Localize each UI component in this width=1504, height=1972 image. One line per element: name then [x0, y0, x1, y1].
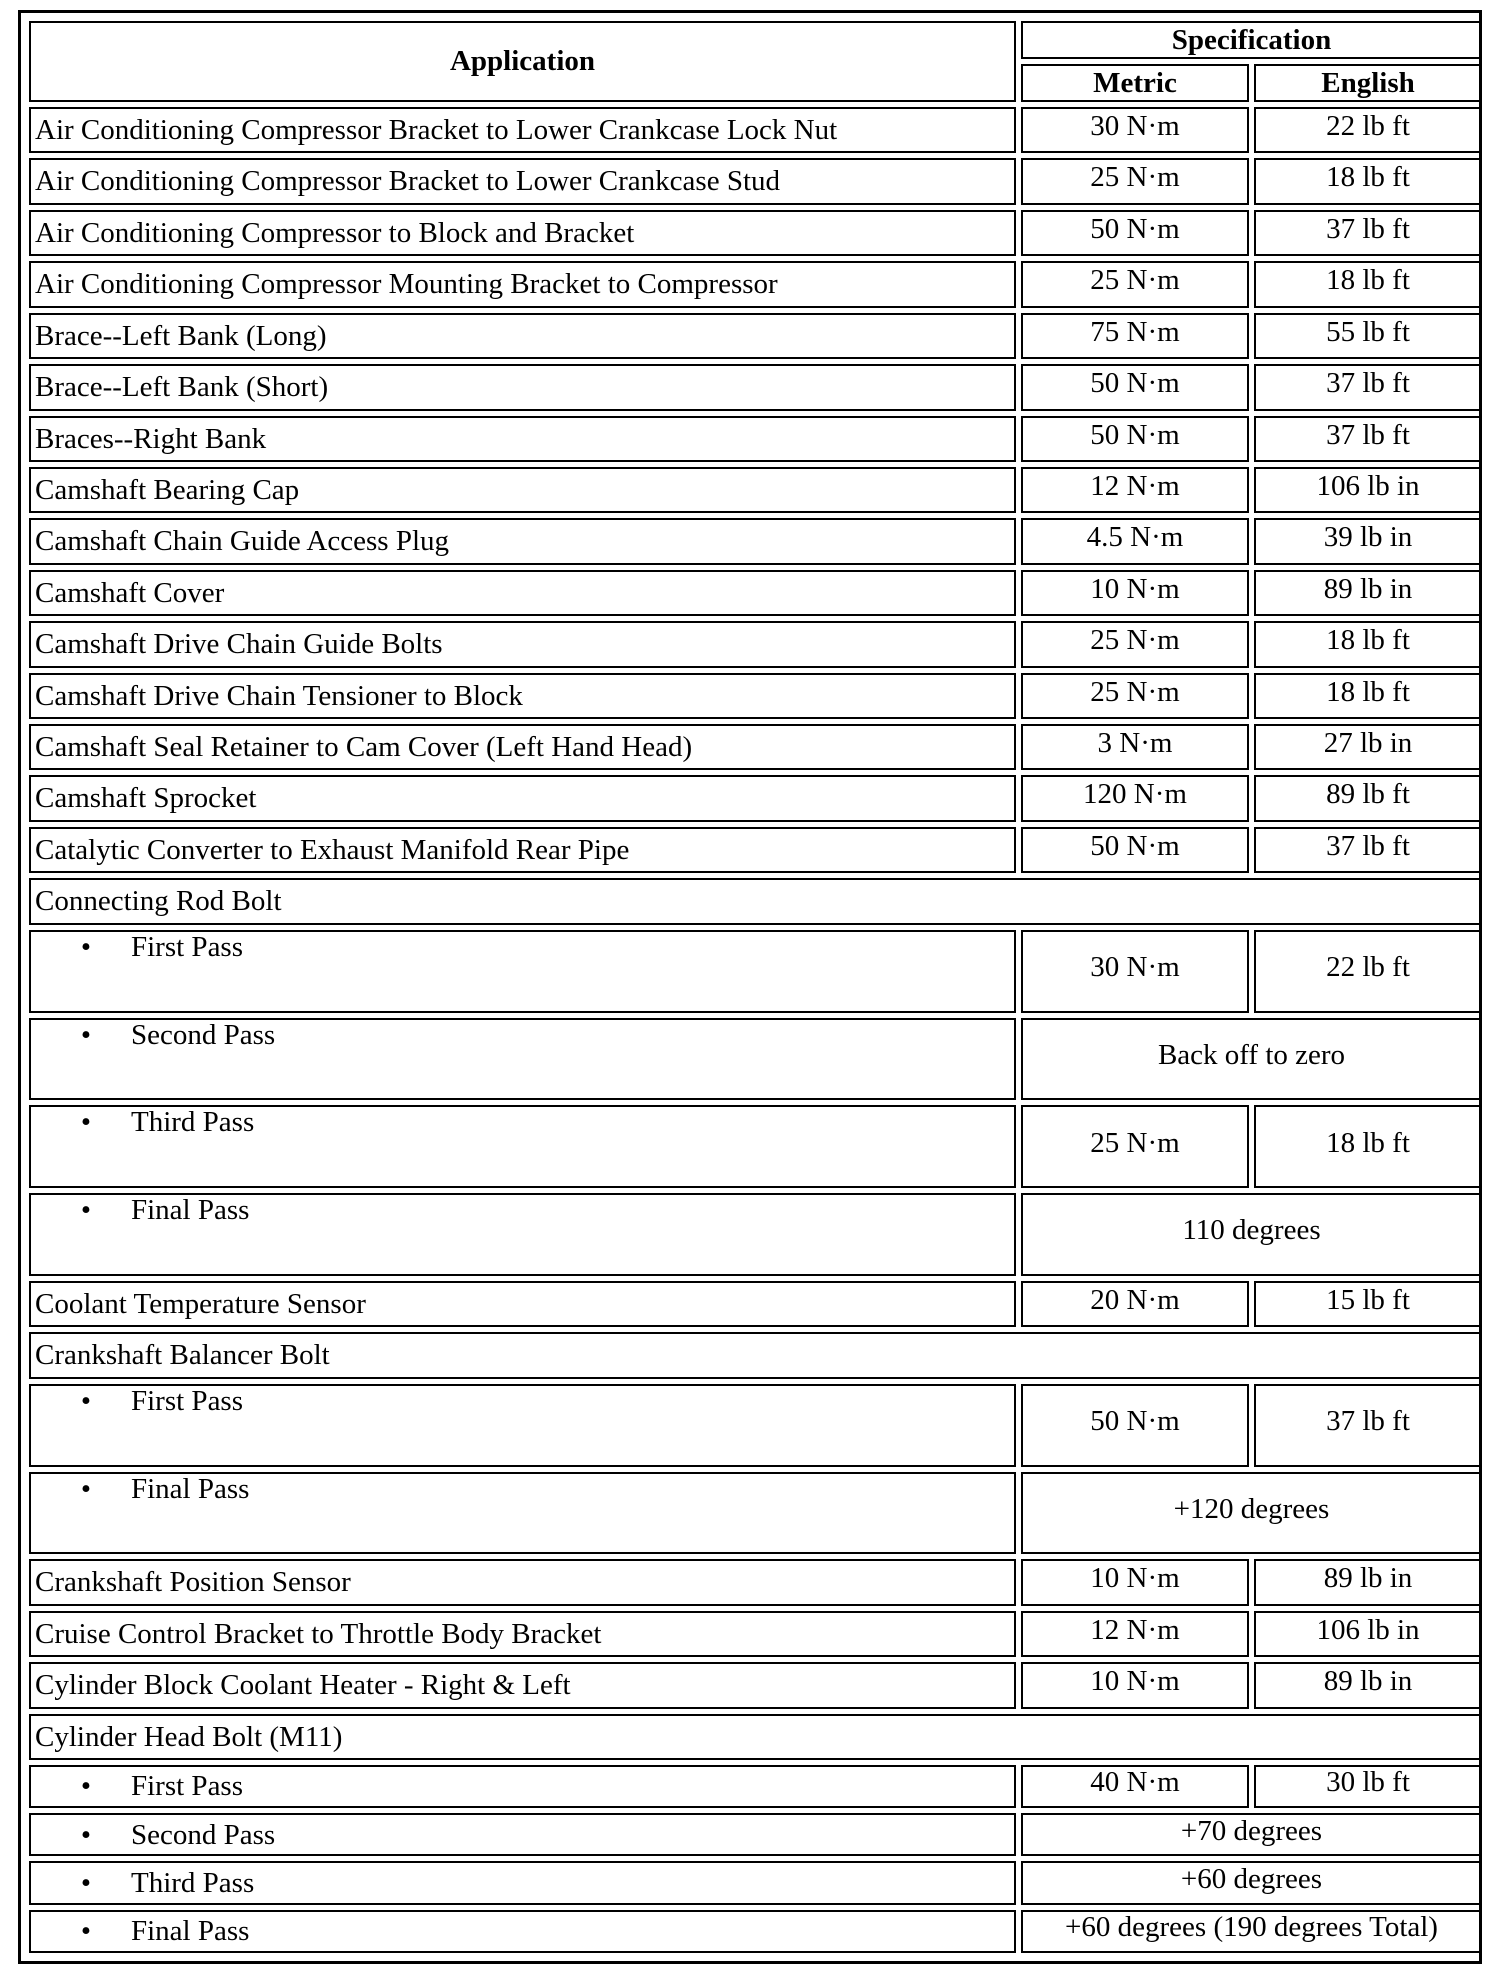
application-cell: Air Conditioning Compressor Bracket to Lower Crankcase Stud: [29, 158, 1016, 204]
english-cell-text: 106 lb in: [1316, 469, 1420, 502]
table-row: [29, 1018, 1482, 1101]
metric-cell-text: 25 N·m: [1090, 1126, 1180, 1159]
table-row: [29, 313, 1482, 359]
table-row: [29, 416, 1482, 462]
table-row: [29, 1105, 1482, 1188]
application-cell: Camshaft Chain Guide Access Plug: [29, 518, 1016, 564]
application-cell: Cylinder Block Coolant Heater - Right & Left: [29, 1662, 1016, 1708]
metric-cell-text: 20 N·m: [1090, 1283, 1180, 1316]
metric-cell: [1021, 313, 1249, 359]
table-row: [29, 570, 1482, 616]
metric-cell: [1021, 210, 1249, 256]
english-cell-text: 22 lb ft: [1326, 109, 1410, 142]
application-cell: Catalytic Converter to Exhaust Manifold Rear Pipe: [29, 827, 1016, 873]
spec-span-cell: [1021, 1910, 1482, 1953]
table-row: [29, 1714, 1482, 1760]
group-heading-cell: Cylinder Head Bolt (M11): [29, 1714, 1482, 1760]
english-cell: [1254, 1765, 1482, 1808]
application-cell: Coolant Temperature Sensor: [29, 1281, 1016, 1327]
english-cell: [1254, 313, 1482, 359]
table-row: [29, 1611, 1482, 1657]
english-cell-text: 89 lb ft: [1326, 778, 1410, 811]
group-heading-cell: Crankshaft Balancer Bolt: [29, 1332, 1482, 1378]
header-application: Application: [29, 21, 1016, 102]
bullet-icon: •: [80, 1770, 92, 1803]
table-row: [29, 621, 1482, 667]
table-row: [29, 930, 1482, 1013]
english-cell: [1254, 570, 1482, 616]
step-label: Second Pass: [131, 1018, 276, 1051]
metric-cell: [1021, 570, 1249, 616]
english-cell: [1254, 261, 1482, 307]
english-cell-text: 27 lb in: [1323, 727, 1413, 760]
metric-cell: [1021, 364, 1249, 410]
bullet-icon: •: [80, 1472, 92, 1505]
bullet-icon: •: [80, 1018, 92, 1051]
table-row: [29, 775, 1482, 821]
metric-cell-text: 4.5 N·m: [1086, 521, 1184, 554]
application-cell: Camshaft Cover: [29, 570, 1016, 616]
step-application-cell: [29, 930, 1016, 1013]
english-cell-text: 18 lb ft: [1326, 264, 1410, 297]
metric-cell: [1021, 1281, 1249, 1327]
step-label: Second Pass: [131, 1818, 276, 1851]
metric-cell: [1021, 1611, 1249, 1657]
english-cell: [1254, 1559, 1482, 1605]
spec-span-cell: [1021, 1472, 1482, 1555]
english-cell: [1254, 1281, 1482, 1327]
step-application-cell: [29, 1193, 1016, 1276]
bullet-icon: •: [80, 1384, 92, 1417]
table-row: [29, 878, 1482, 924]
metric-cell-text: 10 N·m: [1090, 1562, 1180, 1595]
metric-cell: [1021, 1765, 1249, 1808]
english-cell-text: 89 lb in: [1323, 1665, 1413, 1698]
metric-cell: [1021, 518, 1249, 564]
metric-cell-text: 3 N·m: [1097, 727, 1173, 760]
english-cell: [1254, 518, 1482, 564]
table-row: [29, 1332, 1482, 1378]
torque-spec-table-frame: [18, 10, 1482, 1964]
torque-spec-table: [24, 16, 1487, 1958]
application-cell: Camshaft Drive Chain Tensioner to Block: [29, 673, 1016, 719]
english-cell: [1254, 1611, 1482, 1657]
table-row: [29, 1384, 1482, 1467]
step-label: Third Pass: [131, 1866, 255, 1899]
metric-cell: [1021, 416, 1249, 462]
english-cell-text: 18 lb ft: [1326, 675, 1410, 708]
english-cell: [1254, 775, 1482, 821]
english-cell-text: 18 lb ft: [1326, 624, 1410, 657]
metric-cell-text: 25 N·m: [1090, 675, 1180, 708]
metric-cell: [1021, 1105, 1249, 1188]
application-cell: Camshaft Sprocket: [29, 775, 1016, 821]
english-cell: [1254, 930, 1482, 1013]
metric-cell: [1021, 261, 1249, 307]
metric-cell: [1021, 1559, 1249, 1605]
spec-span-cell-text: +60 degrees: [1180, 1862, 1323, 1895]
step-label: Third Pass: [131, 1106, 255, 1139]
table-row: [29, 1472, 1482, 1555]
metric-cell-text: 25 N·m: [1090, 624, 1180, 657]
step-label: Final Pass: [131, 1472, 250, 1505]
spec-span-cell: [1021, 1018, 1482, 1101]
english-cell: [1254, 827, 1482, 873]
metric-cell: [1021, 775, 1249, 821]
step-application-cell: [29, 1910, 1016, 1953]
step-application-cell: [29, 1384, 1016, 1467]
english-cell-text: 22 lb ft: [1326, 950, 1410, 983]
metric-cell-text: 30 N·m: [1090, 950, 1180, 983]
application-cell: Air Conditioning Compressor to Block and Bracket: [29, 210, 1016, 256]
table-row: [29, 1910, 1482, 1953]
english-cell-text: 37 lb ft: [1326, 829, 1410, 862]
table-row: [29, 827, 1482, 873]
metric-cell: [1021, 1662, 1249, 1708]
bullet-icon: •: [80, 1194, 92, 1227]
english-cell: [1254, 1662, 1482, 1708]
english-cell: [1254, 673, 1482, 719]
table-row: [29, 1662, 1482, 1708]
header-specification: Specification: [1021, 21, 1482, 59]
metric-cell-text: 25 N·m: [1090, 161, 1180, 194]
metric-cell: [1021, 673, 1249, 719]
english-cell: [1254, 210, 1482, 256]
metric-cell: [1021, 930, 1249, 1013]
metric-cell-text: 120 N·m: [1083, 778, 1187, 811]
bullet-icon: •: [80, 930, 92, 963]
step-label: First Pass: [131, 930, 244, 963]
table-row: [29, 1559, 1482, 1605]
english-cell-text: 39 lb in: [1323, 521, 1413, 554]
spec-span-cell-text: +60 degrees (190 degrees Total): [1065, 1911, 1438, 1944]
english-cell-text: 106 lb in: [1316, 1613, 1420, 1646]
table-row: [29, 673, 1482, 719]
step-label: First Pass: [131, 1770, 244, 1803]
step-application-cell: [29, 1018, 1016, 1101]
application-cell: Air Conditioning Compressor Bracket to Lower Crankcase Lock Nut: [29, 107, 1016, 153]
step-application-cell: [29, 1813, 1016, 1856]
table-row: [29, 107, 1482, 153]
step-label: Final Pass: [131, 1915, 250, 1948]
bullet-icon: •: [80, 1866, 92, 1899]
english-cell: [1254, 724, 1482, 770]
metric-cell-text: 10 N·m: [1090, 572, 1180, 605]
table-row: [29, 724, 1482, 770]
english-cell: [1254, 467, 1482, 513]
table-row: [29, 1861, 1482, 1904]
english-cell-text: 37 lb ft: [1326, 1404, 1410, 1437]
table-row: [29, 158, 1482, 204]
spec-span-cell-text: +70 degrees: [1180, 1814, 1323, 1847]
bullet-icon: •: [80, 1818, 92, 1851]
spec-span-cell: [1021, 1813, 1482, 1856]
english-cell: [1254, 1384, 1482, 1467]
table-row: [29, 467, 1482, 513]
group-heading-cell: Connecting Rod Bolt: [29, 878, 1482, 924]
metric-cell-text: 12 N·m: [1090, 469, 1180, 502]
english-cell: [1254, 158, 1482, 204]
step-label: Final Pass: [131, 1194, 250, 1227]
metric-cell: [1021, 724, 1249, 770]
metric-cell-text: 50 N·m: [1090, 1404, 1180, 1437]
application-cell: Air Conditioning Compressor Mounting Bracket to Compressor: [29, 261, 1016, 307]
application-cell: Camshaft Seal Retainer to Cam Cover (Left Hand Head): [29, 724, 1016, 770]
application-cell: Cruise Control Bracket to Throttle Body Bracket: [29, 1611, 1016, 1657]
english-cell: [1254, 416, 1482, 462]
metric-cell-text: 40 N·m: [1090, 1766, 1180, 1799]
english-cell: [1254, 621, 1482, 667]
english-cell-text: 30 lb ft: [1326, 1766, 1410, 1799]
english-cell-text: 89 lb in: [1323, 1562, 1413, 1595]
metric-cell-text: 50 N·m: [1090, 367, 1180, 400]
metric-cell-text: 30 N·m: [1090, 109, 1180, 142]
header-english: English: [1254, 64, 1482, 102]
step-application-cell: [29, 1765, 1016, 1808]
bullet-icon: •: [80, 1915, 92, 1948]
metric-cell: [1021, 827, 1249, 873]
english-cell-text: 18 lb ft: [1326, 161, 1410, 194]
english-cell-text: 55 lb ft: [1326, 315, 1410, 348]
spec-span-cell-text: +120 degrees: [1173, 1492, 1330, 1525]
table-row: [29, 210, 1482, 256]
application-cell: Camshaft Bearing Cap: [29, 467, 1016, 513]
application-cell: Braces--Right Bank: [29, 416, 1016, 462]
metric-cell: [1021, 1384, 1249, 1467]
header-metric: Metric: [1021, 64, 1249, 102]
spec-span-cell-text: Back off to zero: [1157, 1038, 1346, 1071]
table-row: [29, 364, 1482, 410]
metric-cell-text: 50 N·m: [1090, 212, 1180, 245]
metric-cell: [1021, 467, 1249, 513]
metric-cell-text: 12 N·m: [1090, 1613, 1180, 1646]
english-cell: [1254, 1105, 1482, 1188]
step-application-cell: [29, 1861, 1016, 1904]
application-cell: Crankshaft Position Sensor: [29, 1559, 1016, 1605]
metric-cell: [1021, 158, 1249, 204]
metric-cell: [1021, 107, 1249, 153]
metric-cell: [1021, 621, 1249, 667]
english-cell-text: 89 lb in: [1323, 572, 1413, 605]
english-cell: [1254, 364, 1482, 410]
spec-span-cell: [1021, 1861, 1482, 1904]
step-label: First Pass: [131, 1384, 244, 1417]
english-cell-text: 37 lb ft: [1326, 212, 1410, 245]
application-cell: Brace--Left Bank (Short): [29, 364, 1016, 410]
metric-cell-text: 25 N·m: [1090, 264, 1180, 297]
metric-cell-text: 50 N·m: [1090, 418, 1180, 451]
step-application-cell: [29, 1472, 1016, 1555]
table-row: [29, 1193, 1482, 1276]
table-row: [29, 261, 1482, 307]
english-cell-text: 18 lb ft: [1326, 1126, 1410, 1159]
table-row: [29, 518, 1482, 564]
application-cell: Brace--Left Bank (Long): [29, 313, 1016, 359]
table-row: [29, 1813, 1482, 1856]
metric-cell-text: 10 N·m: [1090, 1665, 1180, 1698]
table-body: [29, 107, 1482, 1953]
english-cell-text: 37 lb ft: [1326, 367, 1410, 400]
spec-span-cell: [1021, 1193, 1482, 1276]
table-row: [29, 1765, 1482, 1808]
application-cell: Camshaft Drive Chain Guide Bolts: [29, 621, 1016, 667]
english-cell: [1254, 107, 1482, 153]
metric-cell-text: 75 N·m: [1090, 315, 1180, 348]
table-row: [29, 1281, 1482, 1327]
spec-span-cell-text: 110 degrees: [1182, 1214, 1321, 1247]
metric-cell-text: 50 N·m: [1090, 829, 1180, 862]
english-cell-text: 15 lb ft: [1326, 1283, 1410, 1316]
english-cell-text: 37 lb ft: [1326, 418, 1410, 451]
step-application-cell: [29, 1105, 1016, 1188]
bullet-icon: •: [80, 1106, 92, 1139]
